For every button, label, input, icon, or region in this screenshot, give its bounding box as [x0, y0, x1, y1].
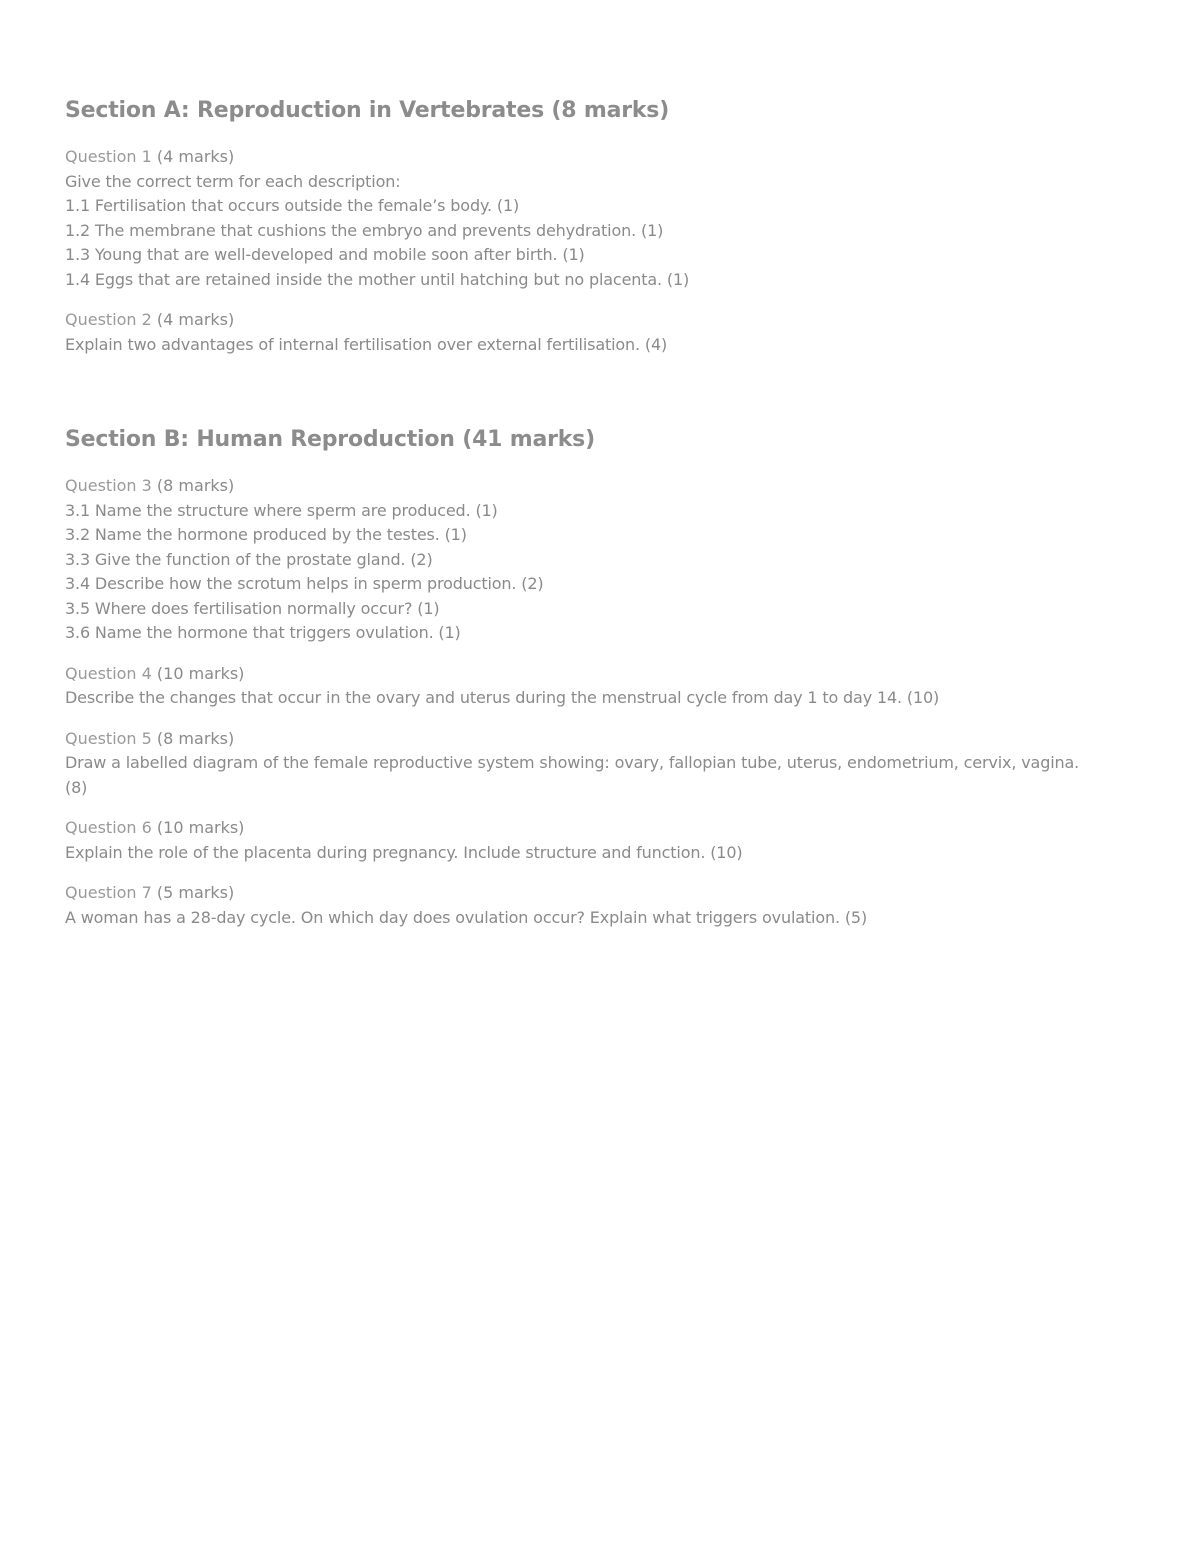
question-text-line: 3.5 Where does fertilisation normally occur? (1): [65, 598, 440, 618]
question-heading: [65, 662, 1145, 687]
question-block: [65, 308, 1145, 357]
question-label: Question 4: [65, 663, 152, 683]
question-text-line: 1.2 The membrane that cushions the embryo and prevents dehydration. (1): [65, 220, 664, 240]
question-marks: (4 marks): [156, 310, 235, 329]
question-marks: (4 marks): [156, 147, 235, 166]
question-marks: (10 marks): [156, 663, 245, 683]
section-title: Section A: Reproduction in Vertebrates (8 marks): [65, 98, 670, 123]
question-text-line: 1.1 Fertilisation that occurs outside the female’s body. (1): [65, 196, 520, 215]
question-text-line: Draw a labelled diagram of the female reproductive system showing: ovary, fallopian tube, uterus, endometrium, cervix, vagina.: [65, 753, 1080, 772]
question-label: Question 6: [65, 818, 152, 837]
question-label: Question 1: [65, 147, 152, 166]
question-text-line: 3.1 Name the structure where sperm are produced. (1): [65, 500, 498, 520]
section-b: [65, 425, 1145, 930]
question-marks: (8 marks): [156, 728, 235, 748]
question-text-line: (8): [65, 777, 88, 797]
question-marks: (10 marks): [156, 818, 245, 837]
question-block: [65, 474, 1145, 646]
question-heading: [65, 727, 1145, 752]
question-heading: [65, 816, 1145, 841]
question-block: [65, 727, 1145, 801]
question-block: [65, 662, 1145, 711]
question-block: [65, 145, 1145, 292]
question-label: Question 5: [65, 728, 152, 748]
question-label: Question 2: [65, 310, 152, 329]
question-label: Question 3: [65, 476, 152, 495]
question-label: Question 7: [65, 883, 152, 902]
section-a: [65, 96, 1145, 357]
question-text-line: 3.2 Name the hormone produced by the testes. (1): [65, 525, 467, 544]
question-text-line: Give the correct term for each description:: [65, 171, 401, 191]
section-title: Section B: Human Reproduction (41 marks): [65, 427, 595, 452]
question-text-line: Explain two advantages of internal fertilisation over external fertilisation. (4): [65, 334, 668, 354]
question-marks: (8 marks): [156, 476, 235, 495]
question-block: [65, 816, 1145, 865]
question-heading: [65, 881, 1145, 906]
question-text-line: 1.3 Young that are well-developed and mobile soon after birth. (1): [65, 245, 585, 264]
question-heading: [65, 474, 1145, 499]
question-heading: [65, 145, 1145, 170]
question-text-line: 3.3 Give the function of the prostate gland. (2): [65, 549, 433, 569]
question-marks: (5 marks): [156, 883, 235, 902]
question-heading: [65, 308, 1145, 333]
question-text-line: 1.4 Eggs that are retained inside the mother until hatching but no placenta. (1): [65, 269, 690, 289]
worksheet-page: [65, 96, 1145, 930]
question-text-line: 3.6 Name the hormone that triggers ovulation. (1): [65, 623, 461, 642]
question-text-line: Describe the changes that occur in the ovary and uterus during the menstrual cycle from day 1 to day 14. (10): [65, 688, 940, 707]
question-block: [65, 881, 1145, 930]
question-text-line: A woman has a 28-day cycle. On which day does ovulation occur? Explain what triggers ovulation. (5): [65, 907, 868, 927]
question-text-line: 3.4 Describe how the scrotum helps in sperm production. (2): [65, 574, 544, 593]
question-text-line: Explain the role of the placenta during pregnancy. Include structure and function. (10): [65, 842, 743, 862]
